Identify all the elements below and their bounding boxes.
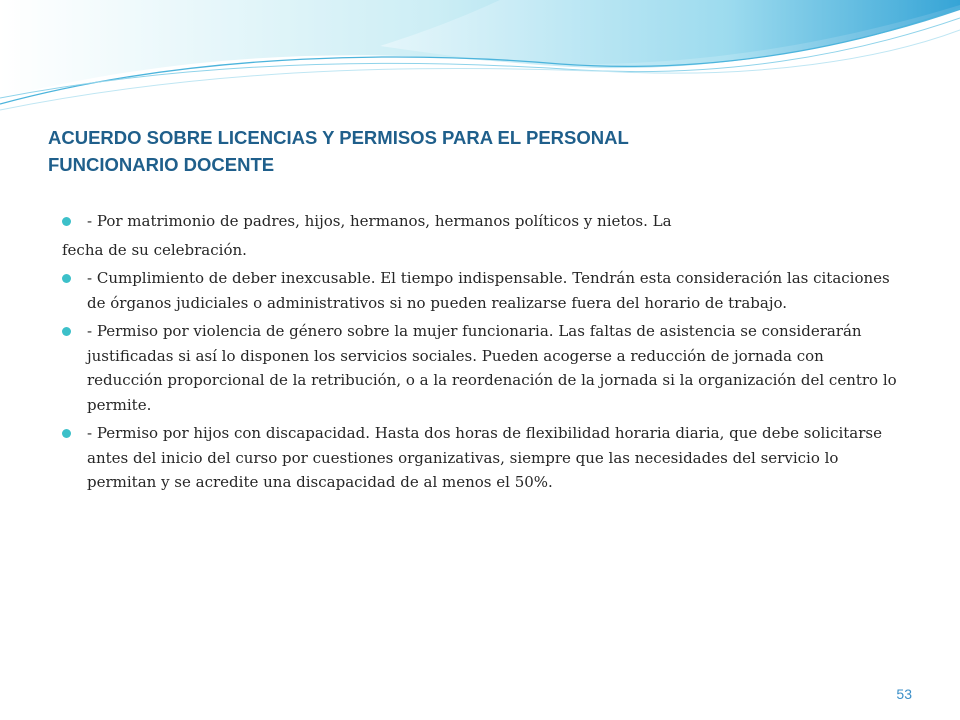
- bullet-icon: [62, 217, 71, 226]
- bullet-text: - Por matrimonio de padres, hijos, hermanos, hermanos políticos y nietos. La: [87, 212, 672, 230]
- bullet-text: - Cumplimiento de deber inexcusable. El tiempo indispensable. Tendrán esta consideración las citaciones de órganos judiciales o administrativos si no pueden realizarse fuera del horario de trabajo.: [87, 269, 890, 312]
- bullet-item-violencia-genero: [62, 319, 902, 417]
- slide-body: [62, 209, 902, 499]
- title-line-1: ACUERDO SOBRE LICENCIAS Y PERMISOS PARA EL PERSONAL: [48, 127, 629, 148]
- bullet-item-hijos-discapacidad: [62, 421, 902, 495]
- bullet-icon: [62, 327, 71, 336]
- page-number: 53: [896, 686, 912, 702]
- continuation-text: [62, 238, 902, 263]
- bullet-item-deber-inexcusable: [62, 266, 902, 315]
- bullet-text: - Permiso por violencia de género sobre la mujer funcionaria. Las faltas de asistencia se considerarán justificadas si así lo disponen los servicios sociales. Pueden acogerse a reducción de jornada con reducción proporcional de la retribución, o a la reordenación de la jornada si la organización del centro lo permite.: [87, 322, 897, 414]
- bullet-text: - Permiso por hijos con discapacidad. Hasta dos horas de flexibilidad horaria diaria, que debe solicitarse antes del inicio del curso por cuestiones organizativas, siempre que las necesidades del servicio lo permitan y se acredite una discapacidad de al menos el 50%.: [87, 424, 882, 491]
- bullet-icon: [62, 429, 71, 438]
- bullet-item-matrimonio: [62, 209, 902, 234]
- continuation-line: fecha de su celebración.: [62, 240, 247, 259]
- title-line-2: FUNCIONARIO DOCENTE: [48, 154, 275, 175]
- bullet-icon: [62, 274, 71, 283]
- header-wave-decoration: [0, 0, 960, 120]
- slide-title: [48, 124, 908, 178]
